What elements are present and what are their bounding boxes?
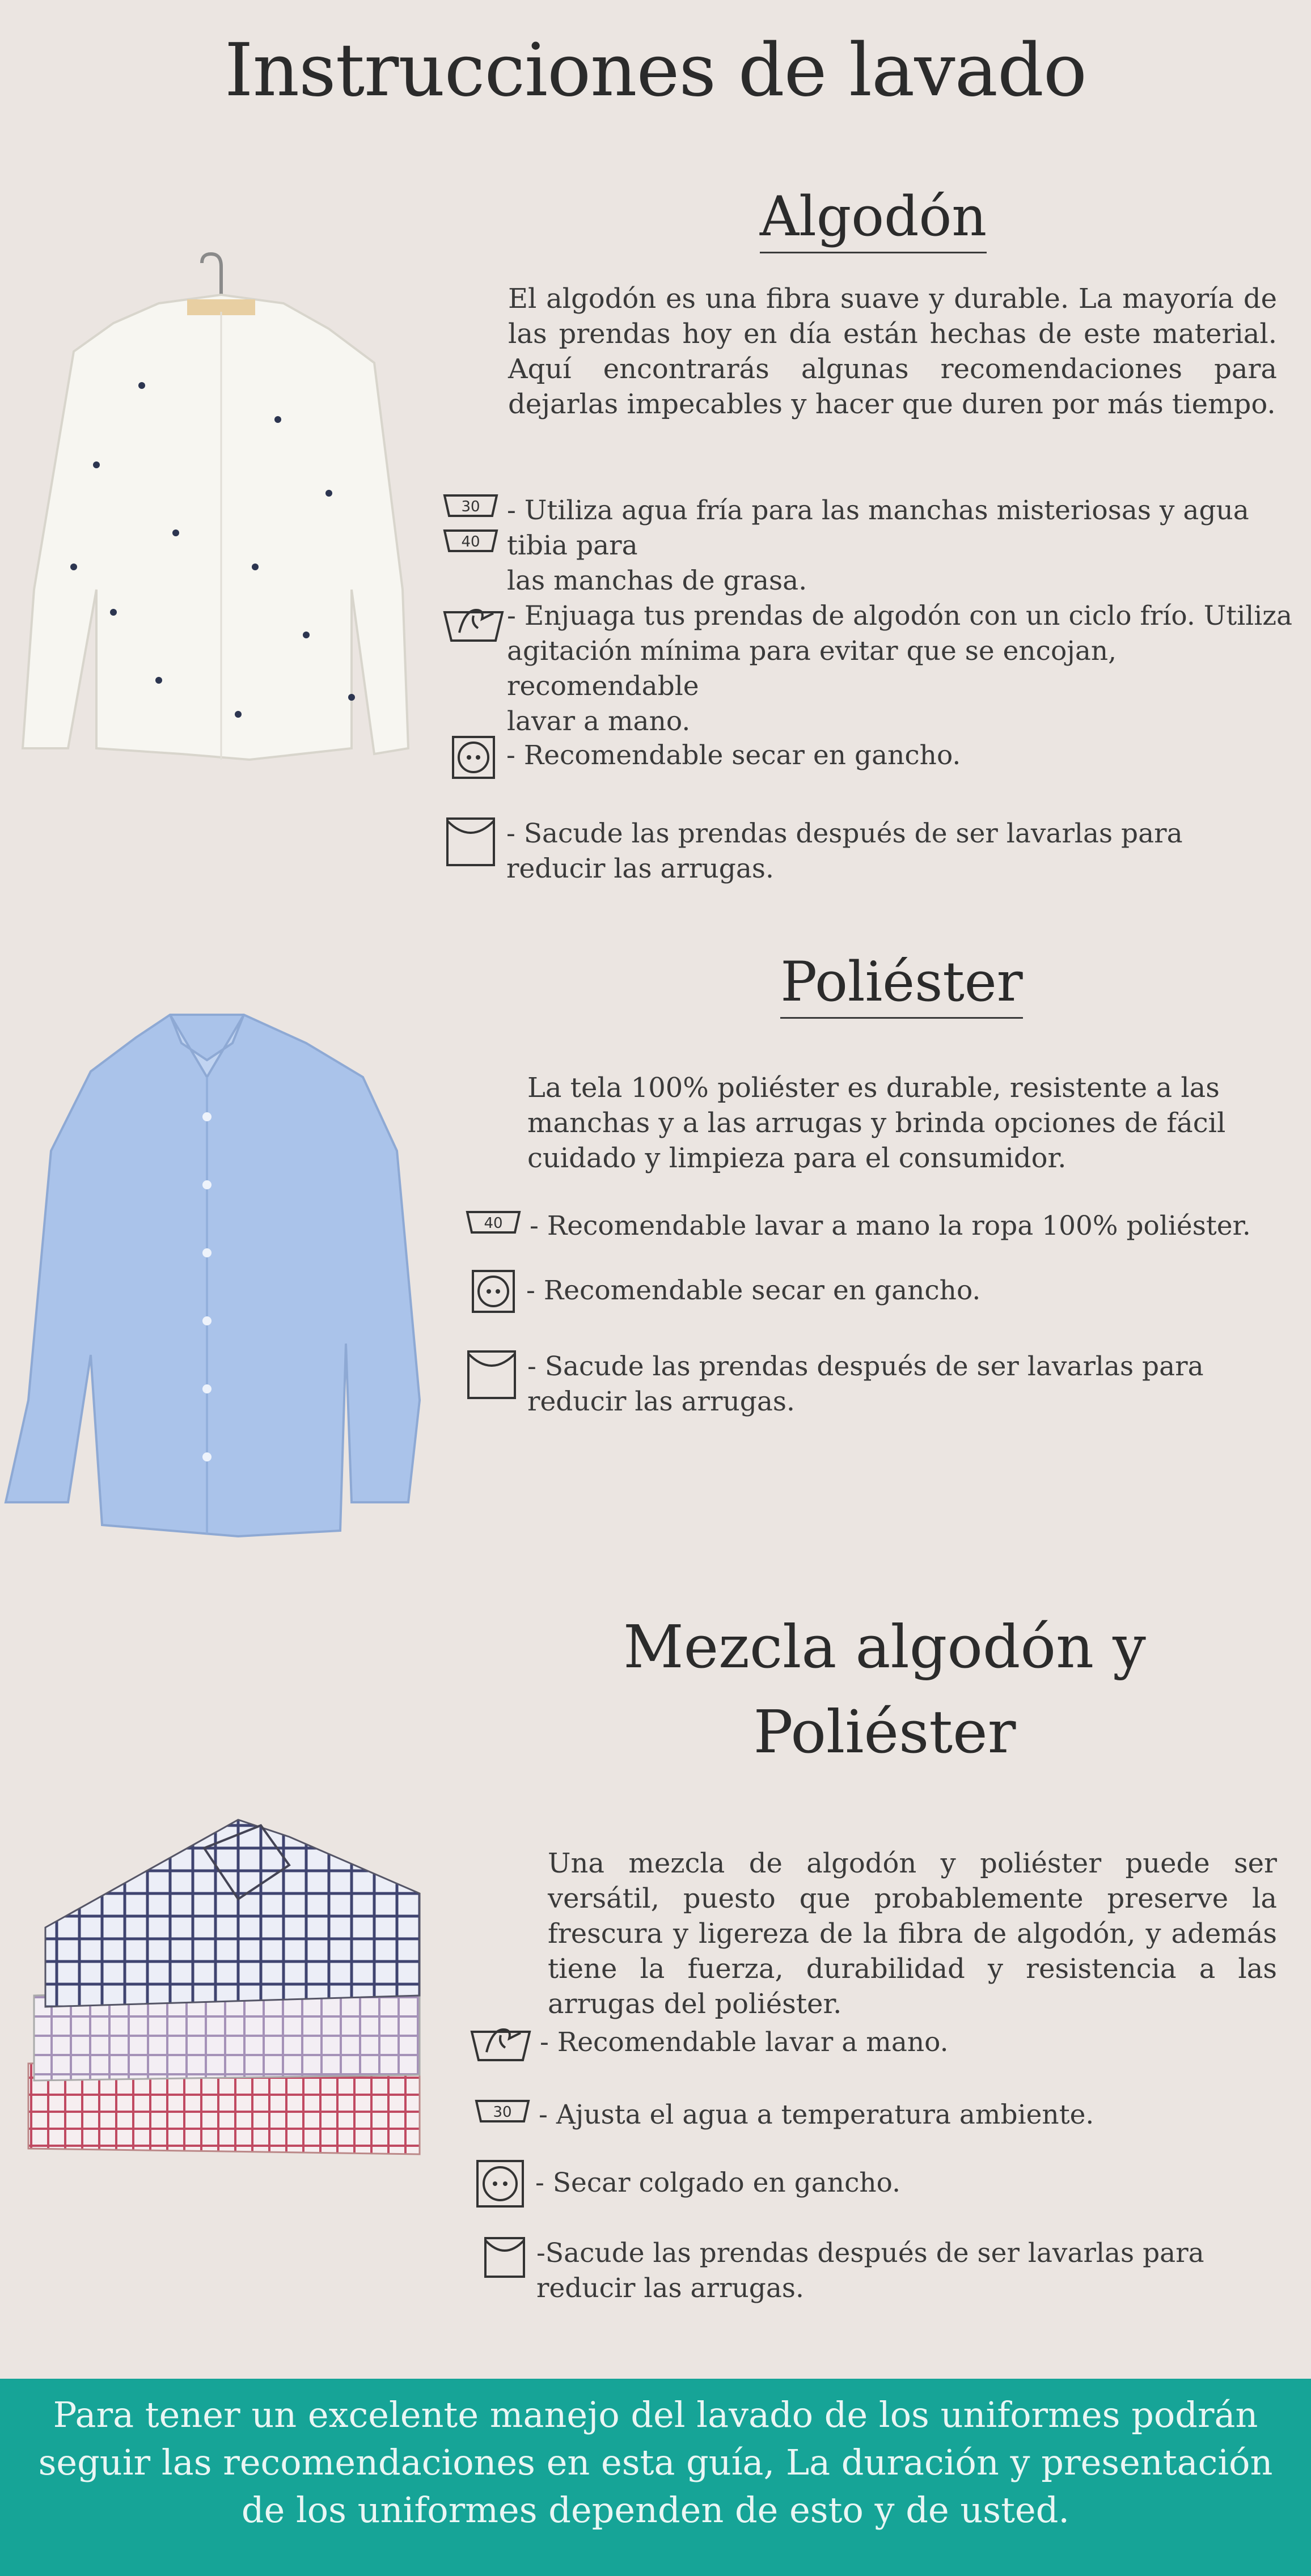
item-text: - Recomendable secar en gancho. <box>526 1275 981 1306</box>
list-item <box>474 2098 1094 2133</box>
list-item <box>483 2236 1204 2306</box>
wash-temp-label: 30 <box>493 2104 512 2121</box>
tumble-dry-icon <box>475 2159 525 2209</box>
footer-text: Para tener un excelente manejo del lavado de los uniformes podrán seguir las recomendaciones en esta guía, La duración y presentación de los uniformes dependen de esto y de usted. <box>38 2394 1273 2531</box>
wash-40-icon <box>465 1209 522 1237</box>
item-text: - Recomendable lavar a mano. <box>540 2027 949 2058</box>
line-dry-icon <box>483 2236 526 2279</box>
item-text: - Secar colgado en gancho. <box>535 2167 901 2198</box>
item-text: - Ajusta el agua a temperatura ambiente. <box>539 2099 1094 2130</box>
list-item <box>470 2018 949 2064</box>
tumble-dry-icon <box>471 1269 516 1314</box>
item-text: - Utiliza agua fría para las manchas misteriosas y agua tibia para las manchas de grasa. <box>507 495 1249 596</box>
footer-banner <box>0 2379 1311 2576</box>
list-item <box>471 1269 980 1314</box>
section-description: Una mezcla de algodón y poliéster puede ser versátil, puesto que probablemente preserve la frescura y ligereza de la fibra de algodón, y además tiene la fuerza, durabilidad y resistencia a las arrugas del poliéster. <box>548 1848 1277 2020</box>
line-dry-icon <box>445 816 496 867</box>
item-text: -Sacude las prendas después de ser lavarlas para reducir las arrugas. <box>536 2238 1204 2304</box>
item-text: - Sacude las prendas después de ser lavarlas para reducir las arrugas. <box>506 818 1183 884</box>
section-title-algodon: Algodón <box>754 187 992 253</box>
section-description: El algodón es una fibra suave y durable. La mayoría de las prendas hoy en día están hechas de este material. Aquí encontrarás algunas recomendaciones para dejarlas impecables y hacer que duren por más tiempo. <box>508 283 1277 420</box>
section-title-mezcla: Mezcla algodón y Poliéster <box>623 1612 1146 1766</box>
page-title: Instrucciones de lavado <box>225 28 1086 113</box>
item-text: - Recomendable lavar a mano la ropa 100% poliéster. <box>530 1210 1251 1242</box>
list-item <box>442 599 1311 739</box>
list-item <box>451 735 961 780</box>
folded-plaid-shirts-photo <box>23 1814 442 2166</box>
list-item <box>442 493 1311 599</box>
list-item <box>466 1349 1204 1420</box>
item-text: - Recomendable secar en gancho. <box>506 740 961 771</box>
tumble-dry-icon <box>451 735 496 780</box>
wash-30-40-icon <box>442 493 499 556</box>
section-description: La tela 100% poliéster es durable, resistente a las manchas y a las arrugas y brinda opciones de fácil cuidado y limpieza para el consumidor. <box>527 1072 1226 1174</box>
item-text: - Enjuaga tus prendas de algodón con un ciclo frío. Utiliza agitación mínima para evitar que se encojan, recomendable lavar a mano. <box>507 600 1293 737</box>
item-text: - Sacude las prendas después de ser lavarlas para reducir las arrugas. <box>527 1351 1204 1417</box>
section-title-poliester: Poliéster <box>771 952 1032 1019</box>
hand-wash-icon <box>470 2018 532 2064</box>
wash-temp-label: 40 <box>484 1215 503 1232</box>
hand-wash-icon <box>442 599 505 644</box>
blue-shirt-photo <box>0 1003 425 1542</box>
wash-30-icon <box>474 2098 531 2126</box>
white-shirt-photo <box>11 249 420 771</box>
list-item <box>465 1209 1251 1244</box>
wash-temp-label: 40 <box>461 533 480 550</box>
list-item <box>445 816 1183 887</box>
line-dry-icon <box>466 1349 517 1400</box>
wash-temp-label: 30 <box>461 498 480 515</box>
list-item <box>475 2159 900 2209</box>
